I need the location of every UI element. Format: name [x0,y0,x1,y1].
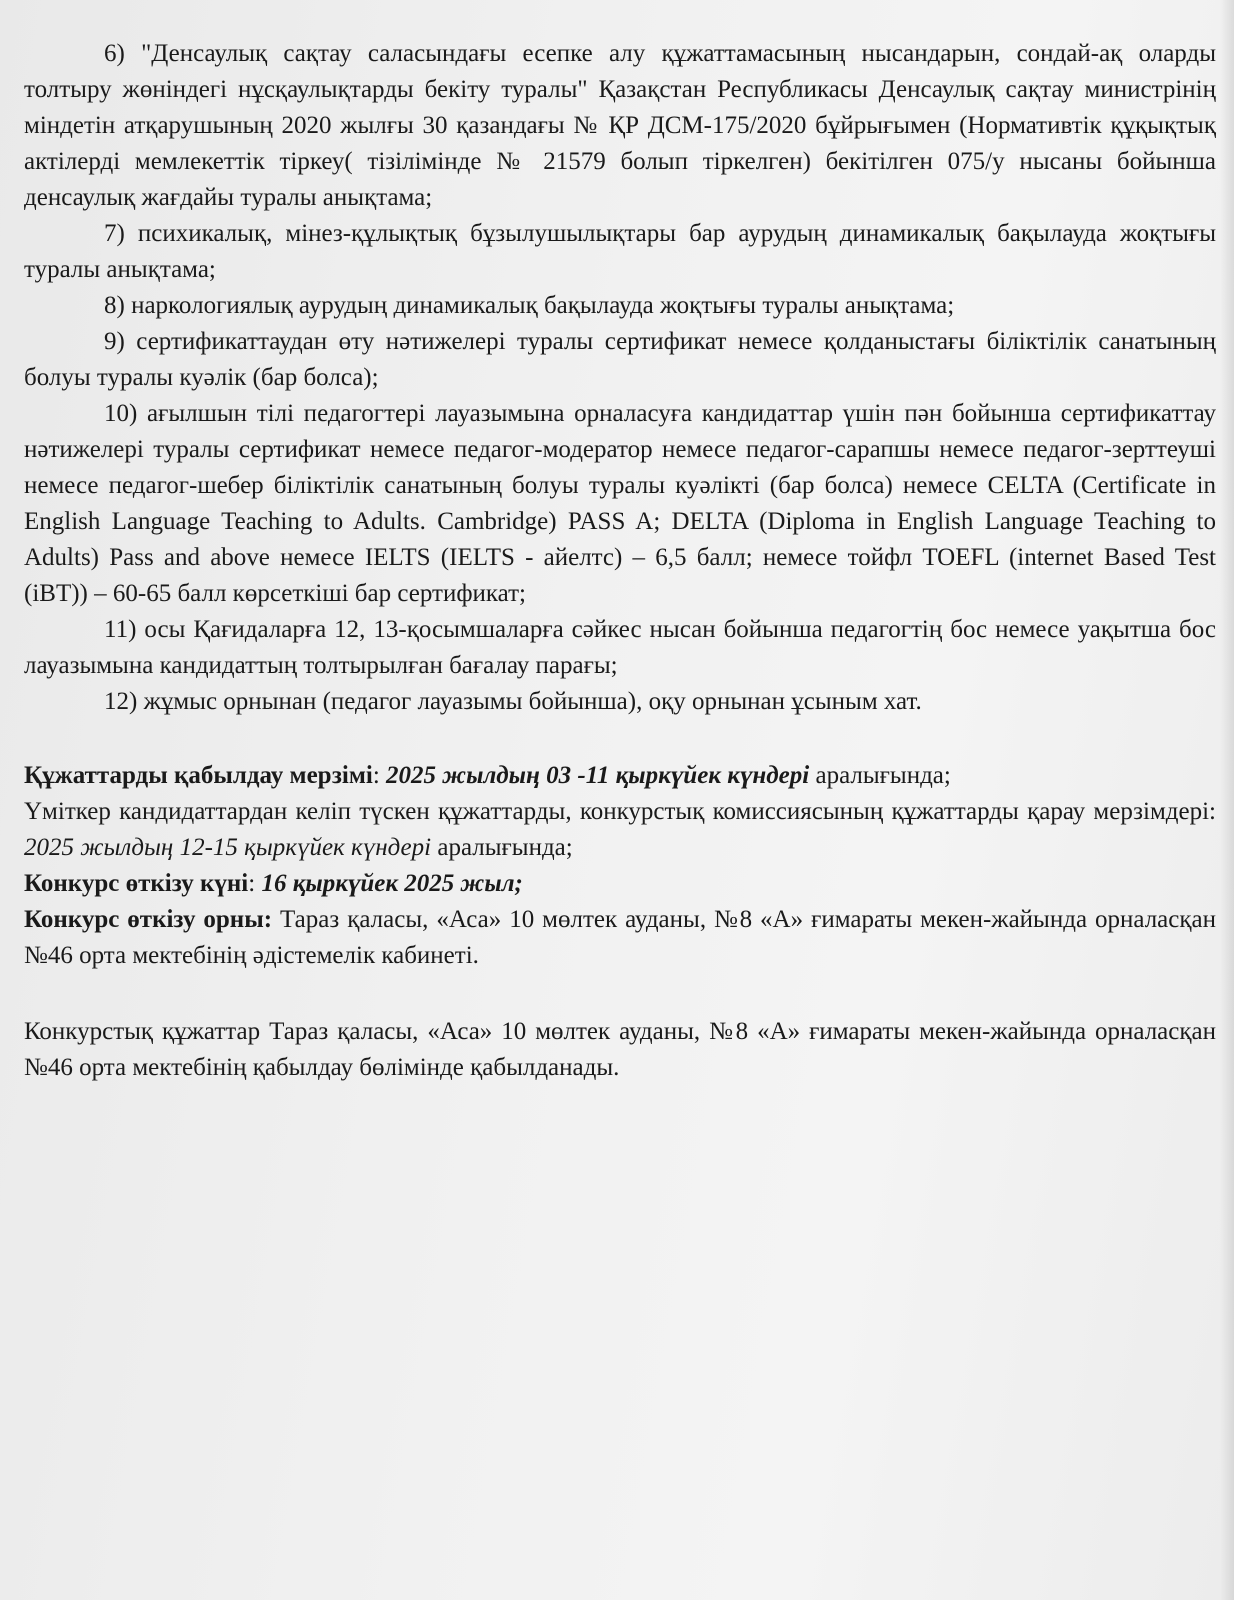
deadline-line [24,758,1216,794]
list-item-8: 8) наркологиялық аурудың динамикалық бақылауда жоқтығы туралы анықтама; [104,292,955,319]
contest-place-line [24,902,1216,974]
closing-paragraph: Конкурстық құжаттар Тараз қаласы, «Аса» 10 мөлтек ауданы, №8 «А» ғимараты мекен-жайында орналасқан №46 орта мектебінің қабылдау бөлімінде қабылданады. [24,1018,1216,1081]
contest-day-line [24,866,1216,902]
contest-place-label: Конкурс өткізу орны: [24,906,273,933]
review-text: Үміткер кандидаттардан келіп түскен құжаттарды, конкурстық комиссиясының құжаттарды қарау мерзімдері: [24,798,1216,825]
spacer [24,720,1216,758]
list-item-7: 7) психикалық, мінез-құлықтық бұзылушылықтары бар аурудың динамикалық бақылауда жоқтығы туралы анықтама; [24,220,1216,283]
list-item-6: 6) "Денсаулық сақтау саласындағы есепке алу құжаттамасының нысандарын, сондай-ақ оларды толтыру жөніндегі нұсқаулықтарды бекіту туралы" Қазақстан Республикасы Денсаулық сақтау министрінің міндетін атқарушының 2020 жылғы 30 қазандағы № ҚР ДСМ-175/2020 бұйрығымен (Нормативтік құқықтық актілерді мемлекеттік тіркеу( тізілімінде № 21579 болып тіркелген) бекітілген 075/у нысаны бойынша денсаулық жағдайы туралы анықтама; [24,40,1216,211]
spacer [24,974,1216,1014]
document-body [24,36,1216,1086]
review-value: 2025 жылдың 12-15 қыркүйек күндері [24,834,432,861]
contest-day-value: 16 қыркүйек 2025 жыл; [261,870,523,897]
contest-day-label: Конкурс өткізу күні [24,870,249,897]
deadline-colon: : [372,762,387,789]
contest-day-colon: : [248,870,262,897]
deadline-label: Құжаттарды қабылдау мерзімі [24,762,373,789]
list-item-12: 12) жұмыс орнынан (педагог лауазымы бойынша), оқу орнынан ұсыным хат. [104,688,922,715]
deadline-suffix: аралығында; [809,762,951,789]
list-item-11: 11) осы Қағидаларға 12, 13-қосымшаларға сәйкес нысан бойынша педагогтің бос немесе уақытша бос лауазымына кандидаттың толтырылған бағалау парағы; [24,616,1216,679]
deadline-value: 2025 жылдың 03 -11 қыркүйек күндері [386,762,810,789]
list-item-9: 9) сертификаттаудан өту нәтижелері туралы сертификат немесе қолданыстағы біліктілік санатының болуы туралы куәлік (бар болса); [24,328,1216,391]
review-line [24,794,1216,866]
list-item-10: 10) ағылшын тілі педагогтері лауазымына орналасуға кандидаттар үшін пән бойынша сертификаттау нәтижелері туралы сертификат немесе педагог-модератор немесе педагог-сарапшы немесе педагог-зерттеуші немесе педагог-шебер біліктілік санатының болуы туралы куәлікті (бар болса) немесе CELTA (Certificate in English Language Teaching to Adults. Cambridge) PASS A; DELTA (Diploma in English Language Teaching to Adults) Pass and above немесе IELTS (IELTS - айелтс) – 6,5 балл; немесе тойфл TOEFL (internet Based Test (iBT)) – 60-65 балл көрсеткіші бар сертификат; [24,400,1216,607]
contest-place-value: Тараз қаласы, «Аса» 10 мөлтек ауданы, №8 «А» ғимараты мекен-жайында орналасқан №46 орта мектебінің әдістемелік кабинеті. [24,906,1216,969]
page-edge-shadow [1220,0,1234,1600]
review-suffix: аралығында; [431,834,573,861]
